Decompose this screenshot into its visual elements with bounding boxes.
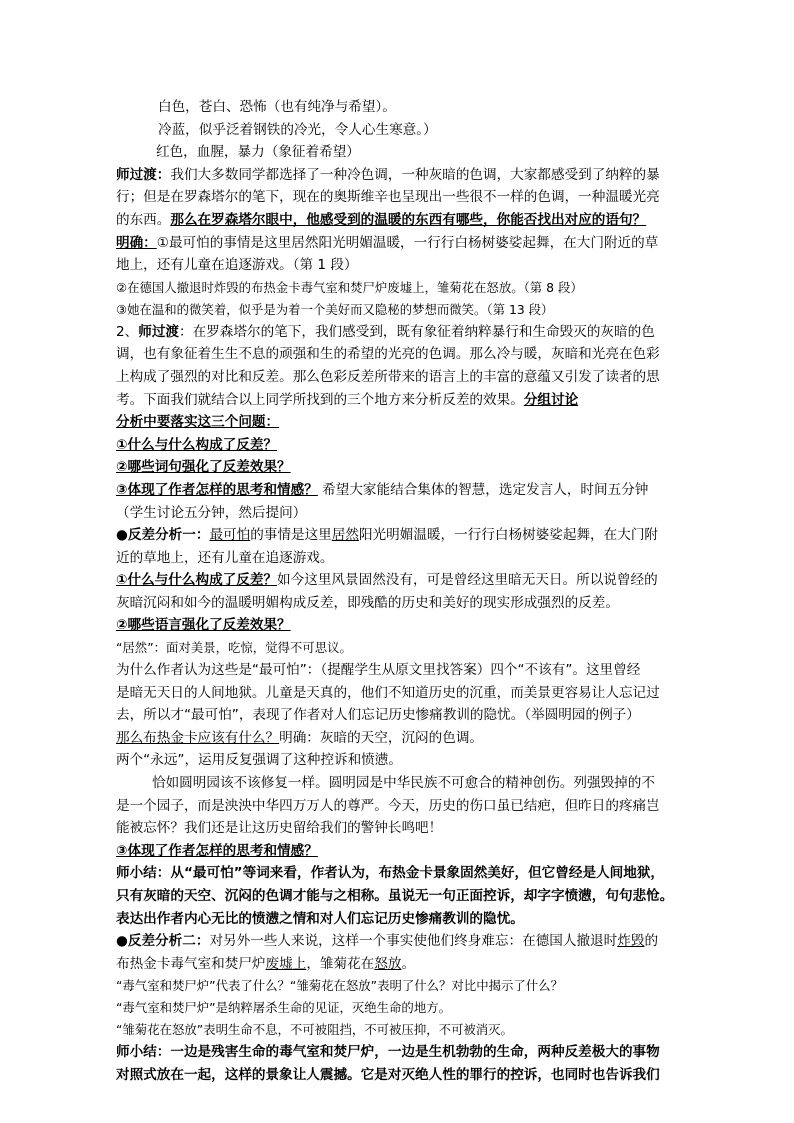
text-line [116,479,682,502]
text-run: ，雏菊花在 [306,955,375,972]
text-run: 师小结：一边是残害生命的毒气室和焚尸炉，一边是生机勃勃的生命，两种反差极大的事物 [116,1044,660,1061]
text-line [116,682,682,705]
text-run: “毒气室和焚尸炉”代表了什么？“雏菊花在怒放”表明了什么？对比中揭示了什么？ [116,978,563,994]
text-line [116,569,682,592]
text-line [116,659,682,682]
text-run: 废墟上 [265,955,307,972]
text-line [116,772,682,795]
text-run: 布热金卡毒气室和焚尸炉 [116,955,266,972]
text-line [116,997,682,1019]
text-run: 那么在罗森塔尔眼中，他感受到的温暖的东西有哪些，你能否找出对应的语句？ [170,211,647,228]
text-run: ①什么与什么构成了反差？ [116,436,278,453]
text-run: “居然”：面对美景，吃惊，觉得不可思议。 [116,640,352,656]
text-run: 最可怕 [209,527,251,544]
text-line [116,411,682,434]
text-line [116,592,682,615]
text-run: ②哪些词句强化了反差效果？ [116,459,291,476]
text-run: 明确： [116,234,157,251]
text-line [116,1064,682,1087]
text-line [116,141,682,164]
text-run: ：在罗森塔尔的笔下，我们感受到，既有象征着纳粹暴行和生命毁灭的灰暗的色 [179,323,655,340]
text-run: ③她在温和的微笑着，似乎是为着一个美好而又隐秘的梦想而微笑。（第 13 段） [116,301,554,317]
text-line [116,343,682,366]
text-run: 红色，血腥，暴力（象征着希望） [156,144,360,161]
text-line [116,908,682,931]
text-line [116,389,682,412]
text-line [116,96,682,119]
text-line [116,840,682,863]
text-line [116,209,682,232]
text-line [116,885,682,908]
text-run: 两个“永远”，运用反复强调了这种控诉和愤懑。 [116,752,402,769]
text-run: 考。下面我们就结合以上同学所找到的三个地方来分析反差的效果。 [116,391,524,408]
text-run: 如今这里风景固然没有，可是曾经这里暗无天日。所以说曾经的 [277,572,658,589]
text-run: ●反差分析二： [116,933,210,950]
text-run: 恰如圆明园该不该修复一样。圆明园是中华民族不可愈合的精神创伤。列强毁掉的不 [152,775,655,792]
text-run: 调，也有象征着生生不息的顽强和生的希望的光亮的色调。那么冷与暖，灰暗和光亮在色彩 [116,346,660,363]
text-run: 希望大家能结合集体的智慧，选定发言人，时间五分钟 [317,481,649,498]
text-run: 师过渡： [116,166,171,183]
text-line [116,456,682,479]
text-run: 的 [644,933,659,950]
text-run: “雏菊花在怒放”表明生命不息，不可被阻挡，不可被压抑，不可被消灭。 [116,1022,513,1038]
text-run: 行；但是在罗森塔尔的笔下，现在的奥斯维辛也呈现出一些很不一样的色调，一种温暖光亮 [116,189,660,206]
text-line [116,366,682,389]
text-line [116,547,682,570]
lesson-plan-page [116,96,682,1087]
text-line [116,186,682,209]
text-run: 对照式放在一起，这样的景象让人震撼。它是对灭绝人性的罪行的控诉，也同时也告诉我们 [116,1066,660,1083]
text-run: 为什么作者认为这些是“最可怕”：（提醒学生从原文里找答案）四个“不该有”。这里曾经 [116,662,641,679]
text-line [116,164,682,187]
text-line [116,637,682,659]
text-line [116,524,682,547]
text-run: 只有灰暗的天空、沉闷的色调才能与之相称。虽说无一句正面控诉，却字字愤懑，句句悲怆。 [116,888,674,904]
text-run: 冷蓝，似乎泛着钢铁的冷光，令人心生寒意。） [158,121,437,138]
text-line [116,953,682,976]
text-line [116,254,682,277]
text-run: 表达出作者内心无比的愤懑之情和对人们忘记历史惨痛教训的隐忧。 [116,910,524,927]
text-run: 是暗无天日的人间地狱。儿童是天真的，他们不知道历史的沉重，而美景更容易让人忘记过 [116,684,660,701]
text-run: 近的草地上，还有儿童在追逐游戏。 [116,549,334,566]
text-line [116,232,682,255]
text-line [116,614,682,637]
text-run: 是一个园子，而是泱泱中华四万万人的尊严。今天，历史的伤口虽已结疤，但昨日的疼痛岂 [116,797,660,814]
text-run: 我们大多数同学都选择了一种冷色调，一种灰暗的色调，大家都感受到了纳粹的暴 [170,166,660,183]
text-run: ③体现了作者怎样的思考和情感？ [116,842,318,859]
text-line [116,434,682,457]
text-run: ①最可怕的事情是这里居然阳光明媚温暖，一行行白杨树婆娑起舞，在大门附近的草 [156,234,659,251]
text-run: 师过渡 [138,323,180,340]
text-run: “毒气室和焚尸炉”是纳粹屠杀生命的见证，灭绝生命的地方。 [116,1000,451,1016]
text-line [116,119,682,142]
text-line [116,817,682,840]
text-run: 灰暗沉闷和如今的温暖明媚构成反差，即残酷的历史和美好的现实形成强烈的反差。 [116,594,619,611]
text-run: 上构成了强烈的对比和反差。那么色彩反差所带来的语言上的丰富的意蕴又引发了读者的思 [116,368,660,385]
text-run: ③体现了作者怎样的思考和情感？ [116,481,318,498]
text-run: 师小结：从“最可怕”等词来看，作者认为，布热金卡景象固然美好，但它曾经是人间地狱， [116,865,665,882]
text-line [116,1041,682,1064]
text-line [116,727,682,750]
text-line [116,795,682,818]
text-run: 对另外一些人来说，这样一个事实使他们终身难忘：在德国人撤退时 [209,933,618,950]
text-run: 2、 [116,323,139,340]
text-run: 能被忘怀？我们还是让这历史留给我们的警钟长鸣吧！ [116,820,443,837]
text-line [116,299,682,321]
text-run: 炸毁 [617,933,645,950]
text-run: 阳光明媚温暖，一行行白杨树婆娑起舞，在大门附 [358,527,659,544]
text-line [116,1019,682,1041]
text-line [116,502,682,525]
text-run: 的东西。 [116,211,171,228]
text-line [116,277,682,299]
text-line [116,975,682,997]
text-line [116,930,682,953]
text-run: 。 [401,955,416,972]
text-line [116,321,682,344]
text-run: ②在德国人撤退时炸毁的布热金卡毒气室和焚尸炉废墟上，雏菊花在怒放。（第 8 段） [116,279,583,295]
text-run: 怒放 [374,955,402,972]
text-run: 的事情是这里 [250,527,332,544]
text-line [116,862,682,885]
text-run: 明确：灰暗的天空，沉闷的色调。 [279,729,484,746]
text-run: 居然 [331,527,359,544]
text-run: 去，所以才“最可怕”，表现了作者对人们忘记历史惨痛教训的隐忧。（举圆明园的例子） [116,707,640,724]
text-run: ●反差分析一： [116,527,210,544]
text-run: （学生讨论五分钟，然后提问） [116,504,307,521]
text-run: 分析中要落实这三个问题： [116,414,280,431]
text-line [116,749,682,772]
text-run: 分组讨论 [523,391,579,408]
text-run: ②哪些语言强化了反差效果？ [116,617,291,634]
text-run: 那么布热金卡应该有什么？ [116,729,280,746]
text-run: ①什么与什么构成了反差？ [116,572,278,589]
text-line [116,704,682,727]
text-run: 白色，苍白、恐怖（也有纯净与希望）。 [158,99,396,115]
text-run: 地上，还有儿童在追逐游戏。（第 1 段） [116,257,358,274]
